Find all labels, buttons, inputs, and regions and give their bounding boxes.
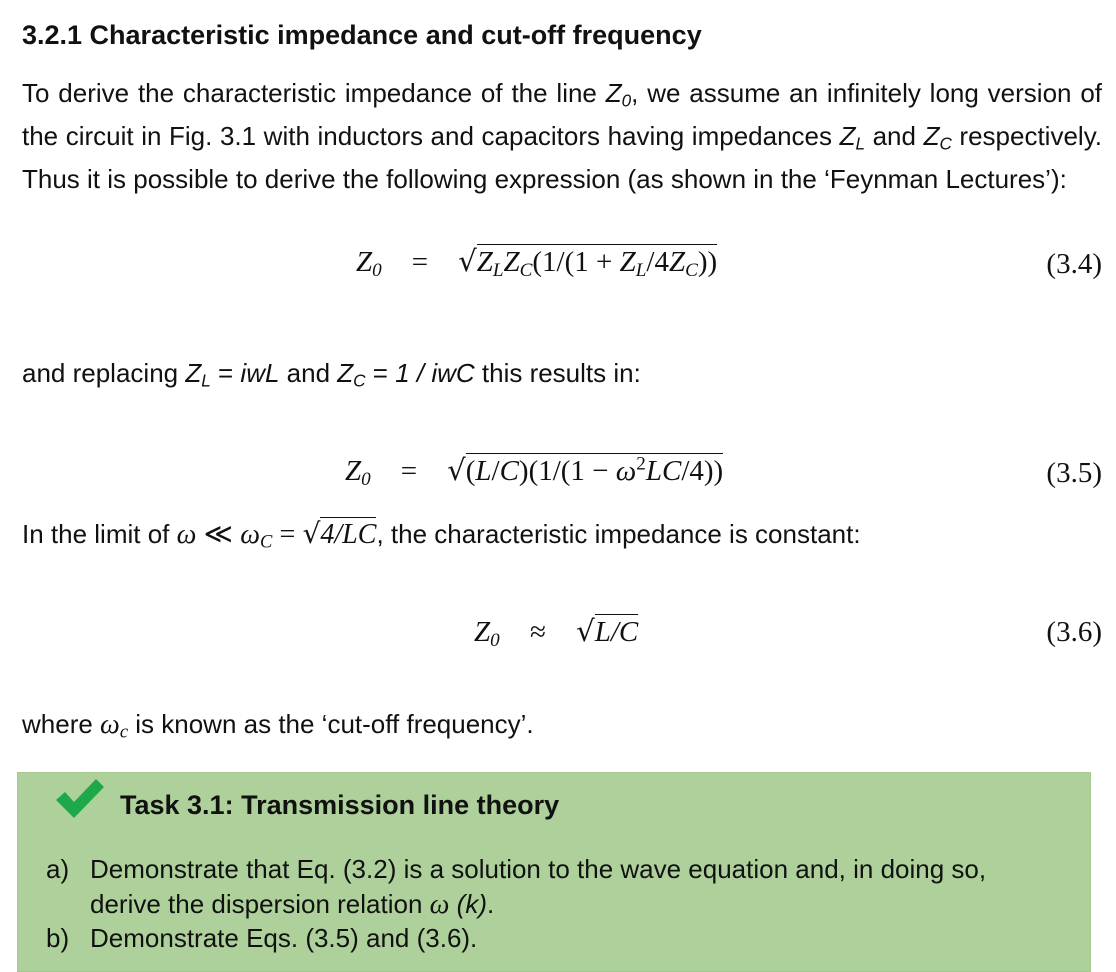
- replacing-sentence: and replacing $Z_L$ = iwL and $Z_C = 1$ / iwC this results in:: [22, 358, 641, 391]
- equation-3-6: $Z_0 \approx √L/C$: [474, 614, 639, 651]
- equation-number-3-4: (3.4): [1046, 248, 1102, 280]
- equation-3-5: $Z_0 = √(L/C)(1/(1 - \omega^2LC/4))$: [345, 453, 724, 490]
- equation-3-4: $Z_0 = √Z_LZ_C(1/(1 + Z_L/4Z_C))$: [356, 244, 718, 281]
- task-item-b: b) Demonstrate Eqs. (3.5) and (3.6).: [46, 923, 478, 953]
- where-sentence: where $\omega_c$ is known as the ‘cut-off frequency’.: [22, 709, 534, 742]
- intro-paragraph: To derive the characteristic impedance of the line $Z_0$, we assume an infinitely long version of the circuit in Fig. 3.1 with inductors and capacitors having impedances $Z_L$ and $Z_C$ respectively. Thus it is possible to derive the following expression (as shown in the ‘Feynman Lectures’):: [22, 78, 1103, 194]
- equation-number-3-6: (3.6): [1046, 616, 1102, 648]
- zc-symbol: $Z_C$: [923, 120, 952, 154]
- zl-symbol: $Z_L$: [839, 120, 866, 154]
- limit-sentence: In the limit of ω ≪ $\omega_C = √4/LC$, the characteristic impedance is constant:: [22, 517, 861, 552]
- equation-number-3-5: (3.5): [1046, 457, 1102, 489]
- eq-3-5-radicand: $(L/C)(1/(1 - \omega^2LC/4))$: [465, 453, 724, 487]
- section-title: 3.2.1 Characteristic impedance and cut-off frequency: [22, 20, 702, 50]
- task-item-a: a) Demonstrate that Eq. (3.2) is a solution to the wave equation and, in doing so, derive the dispersion relation ω (k).: [46, 854, 987, 920]
- task-title: Task 3.1: Transmission line theory: [120, 790, 560, 820]
- z0-symbol: $Z_0$: [605, 78, 632, 111]
- eq-3-4-radicand: $Z_LZ_C(1/(1 + Z_L/4Z_C))$: [476, 246, 718, 281]
- checkmark-icon: [54, 776, 106, 822]
